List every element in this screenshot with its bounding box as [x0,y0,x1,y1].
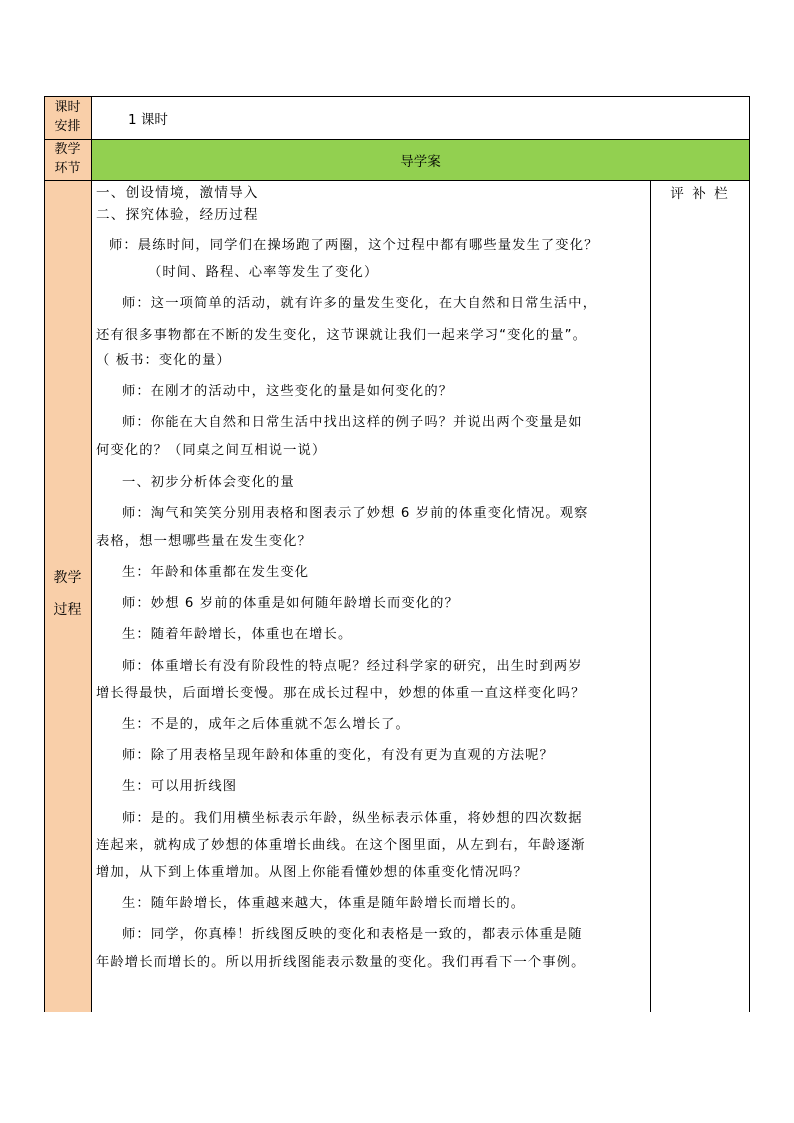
paragraph-line: （ 板书：变化的量） [96,352,231,368]
section-title: 导学案 [400,154,441,170]
column-divider [91,96,92,1012]
column-divider [650,180,651,1012]
section-heading: 二、探究体验，经历过程 [96,207,259,223]
paragraph-line: 师：在刚才的活动中，这些变化的量是如何变化的？ [122,383,454,399]
table-border-top [44,96,750,97]
table-border-right [749,96,750,1012]
row-label-schedule: 课时 安排 [54,100,81,134]
row-divider [44,139,750,140]
paragraph-line: 生：可以用折线图 [122,779,238,795]
paragraph-line: 生：不是的，成年之后体重就不怎么增长了。 [122,717,410,732]
paragraph-line: 增加，从下到上体重增加。从图上你能看懂妙想的体重变化情况吗？ [96,864,528,880]
paragraph-line: 师：晨练时间，同学们在操场跑了两圈，这个过程中都有哪些量发生了变化？ [109,238,599,253]
paragraph-line: 师：同学，你真棒！折线图反映的变化和表格是一致的，都表示体重是随 [122,927,583,943]
paragraph-line: 生：随年龄增长，体重越来越大，体重是随年龄增长而增长的。 [122,896,526,912]
paragraph-line: 师：妙想 6 岁前的体重是如何随年龄增长而变化的？ [122,596,459,612]
paragraph-line: 生：随着年龄增长，体重也在增长。 [122,627,353,643]
schedule-value: 1 课时 [128,112,168,128]
lesson-content [96,182,644,978]
table-border-left [44,96,45,1012]
paragraph-line: 何变化的？（同桌之间互相说一说） [96,443,327,459]
paragraph-line: 增长得最快，后面增长变慢。那在成长过程中，妙想的体重一直这样变化吗？ [96,685,586,701]
paragraph-line: （时间、路程、心率等发生了变化） [148,265,379,281]
paragraph-line: 师：除了用表格呈现年龄和体重的变化，有没有更为直观的方法呢？ [122,748,554,764]
paragraph-line: 师：是的。我们用横坐标表示年龄，纵坐标表示体重，将妙想的四次数据 [122,810,583,826]
paragraph-line: 师：你能在大自然和日常生活中找出这样的例子吗？并说出两个变量是如 [122,415,583,431]
paragraph-line: 年龄增长而增长的。所以用折线图能表示数量的变化。我们再看下一个事例。 [96,954,586,970]
paragraph-line: 表格，想一想哪些量在发生变化？ [96,533,312,549]
paragraph-line: 连起来，就构成了妙想的体重增长曲线。在这个图里面，从左到右，年龄逐渐 [96,837,586,853]
row-divider [44,180,750,181]
paragraph-line: 师：这一项简单的活动，就有许多的量发生变化，在大自然和日常生活中， [122,296,598,312]
paragraph-line: 师：体重增长有没有阶段性的特点呢？经过科学家的研究，出生时到两岁 [122,658,583,674]
paragraph-line: 生：年龄和体重都在发生变化 [122,565,310,581]
paragraph-line: 一、初步分析体会变化的量 [122,474,295,490]
paragraph-line: 师：淘气和笑笑分别用表格和图表示了妙想 6 岁前的体重变化情况。观察 [122,505,589,521]
row-label-stage: 教学 环节 [54,142,81,176]
section-heading: 一、创设情境，激情导入 [96,185,259,201]
row-label-process: 教学 过程 [53,570,82,618]
review-column-header: 评 补 栏 [670,186,730,202]
lesson-plan-table [44,96,750,1012]
paragraph-line: 还有很多事物都在不断的发生变化，这节课就让我们一起来学习“变化的量”。 [96,327,588,343]
